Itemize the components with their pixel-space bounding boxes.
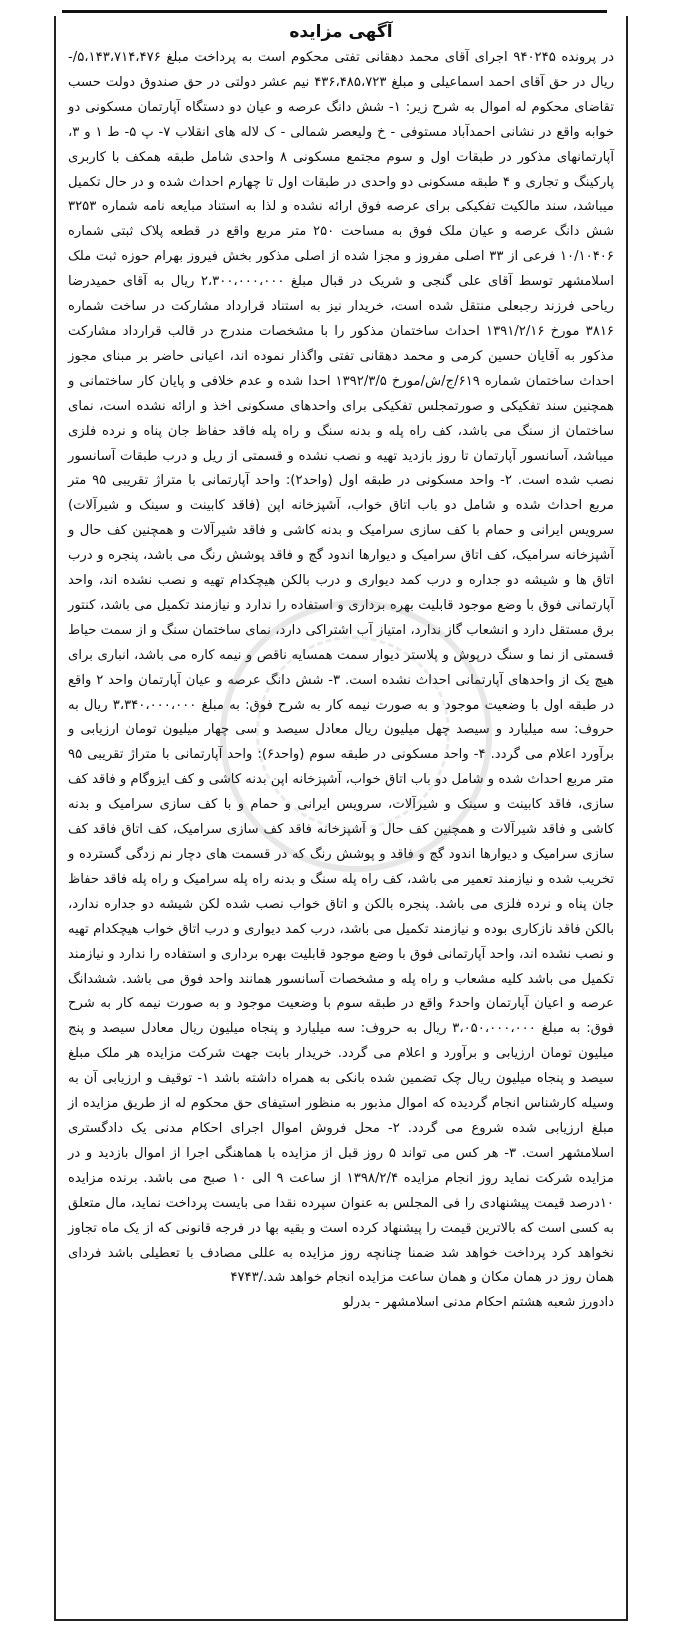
notice-body: در پرونده ۹۴۰۲۴۵ اجرای آقای محمد دهقانی تفتی محکوم است به پرداخت مبلغ ۵،۱۴۳،۷۱۴،۴۷۶/- ریال در حق آقای احمد اسماعیلی و مبلغ ۴۳۶،۴۸۵،۷۲۳ نیم عشر دولتی در حق صندوق دولت حسب تقاضای محکوم له اموال به شرح زیر: ۱- شش دانگ عرصه و عیان دو دستگاه آپارتمان مسکونی دو خوابه واقع در نشانی احمدآباد مستوفی - خ ولیعصر شمالی - ک لاله های انقلاب ۷- پ ۵- ط ۱ و ۳، آپارتمانهای مذکور در طبقات اول و سوم مجتمع مسکونی ۸ واحدی شامل طبقه همکف با کاربری پارکینگ و تجاری و ۴ طبقه مسکونی دو واحدی در طبقات اول تا چهارم احداث شده و در حال تکمیل میباشد، سند مالکیت تفکیکی برای عرصه فوق ارائه نشده و لذا به استناد مبایعه نامه شماره ۳۲۵۳ شش دانگ عرصه و عیان ملک فوق به مساحت ۲۵۰ متر مربع واقع در قطعه پلاک ثبتی شماره ۱۰/۱۰۴۰۶ فرعی از ۳۳ اصلی مفروز و مجزا شده از اصلی مذکور بخش فیروز بهرام حوزه ثبت ملک اسلامشهر توسط آقای علی گنجی و شریک در قبال مبلغ ۲،۳۰۰،۰۰۰،۰۰۰ ریال به آقای حمیدرضا ریاحی فرزند رجبعلی منتقل شده است، خریدار نیز به استناد قرارداد مشارکت در ساخت شماره ۳۸۱۶ مورخ ۱۳۹۱/۲/۱۶ احداث ساختمان مذکور را با مشخصات مندرج در قالب قرارداد مشارکت مذکور به آقایان حسین کرمی و محمد دهقانی تفتی واگذار نموده اند، اعیانی حاضر بر مبنای مجوز احداث ساختمان شماره ۶۱۹/ج/ش/مورخ ۱۳۹۲/۳/۵ احدا شده و عدم خلافی و پایان کار ساختمانی و همچنین سند تفکیکی و صورتمجلس تفکیکی برای واحدهای مسکونی اخذ و ارائه نشده است، نمای ساختمان از سنگ می باشد، کف راه پله و بدنه سنگ و راه پله فاقد حفاظ جان پناه و نرده فلزی میباشد، آسانسور آپارتمان تا روز بازدید تهیه و نصب نشده و قسمتی از ریل و درب طبقات آسانسور نصب شده است. ۲- واحد مسکونی در طبقه اول (واحد۲): واحد آپارتمانی با متراژ تقریبی ۹۵ متر مربع احداث شده و شامل دو باب اتاق خواب، آشپزخانه اپن (فاقد کابینت و سینک و شیرآلات) سرویس ایرانی و حمام با کف سازی سرامیک و بدنه کاشی و فاقد شیرآلات و همچنین کف حال و آشپزخانه سرامیک، کف اتاق سرامیک و دیوارها اندود گچ و فاقد پوشش رنگ می باشد، پنجره و درب اتاق ها و شیشه دو جداره و درب کمد دیواری و درب بالکن هیچکدام تهیه و نصب نشده اند، واحد آپارتمانی فوق با وضع موجود قابلیت بهره برداری و استفاده را ندارد و نیازمند تکمیل می باشد، کنتور برق مستقل دارد و انشعاب گاز ندارد، امتیاز آب اشتراکی دارد، نمای ساختمان سنگ و از سمت حیاط قسمتی از نما و سنگ درپوش و پلاستر دیوار سمت همسایه ناقص و نیمه کاره می باشد، انباری برای هیچ یک از واحدهای آپارتمانی احداث نشده است. ۳- شش دانگ عرصه و عیان آپارتمان واحد ۲ واقع در طبقه اول با وضعیت موجود و به صورت نیمه کار به شرح فوق: به مبلغ ۳،۳۴۰،۰۰۰،۰۰۰ ریال به حروف: سه میلیارد و سیصد چهل میلیون ریال معادل سیصد و سی چهار میلیون تومان ارزیابی و برآورد اعلام می گردد. ۴- واحد مسکونی در طبقه سوم (واحد۶): واحد آپارتمانی با متراژ تقریبی ۹۵ متر مربع احداث شده و شامل دو باب اتاق خواب، آشپزخانه اپن بدنه کاشی و کف ایزوگام و فاقد کف سازی، فاقد کابینت و سینک و شیرآلات، سرویس ایرانی و حمام و با کف سازی سرامیک و بدنه کاشی و فاقد شیرآلات و همچنین کف حال و آشپزخانه فاقد کف سازی سرامیک، کف اتاق فاقد کف سازی سرامیک و دیوارها اندود گچ و فاقد و پوشش رنگ که در قسمت های دچار نم زدگی گسترده و تخریب شده و نیازمند تعمیر می باشد، کف راه پله سنگ و بدنه راه پله سرامیک و راه پله فاقد حفاظ جان پناه و نرده فلزی می باشد. پنجره بالکن و اتاق خواب نصب شده لکن شیشه دو جداره ندارد، بالکن فاقد نازکاری بوده و نیازمند تکمیل می باشد، درب کمد دیواری و درب اتاق خواب هیچکدام تهیه و نصب نشده اند، واحد آپارتمانی فوق با وضع موجود قابلیت بهره برداری و استفاده را ندارد و نیازمند تکمیل می باشد کلیه مشعاب و راه پله و مشخصات آسانسور همانند واحد فوق می باشد. ششدانگ عرصه و اعیان آپارتمان واحد۶ واقع در طبقه سوم با وضعیت موجود و به صورت نیمه کار به شرح فوق: به مبلغ ۳،۰۵۰،۰۰۰،۰۰۰ ریال به حروف: سه میلیارد و پنجاه میلیون ریال معادل سیصد و پنج میلیون تومان ارزیابی و برآورد و اعلام می گردد. خریدار بابت جهت شرکت مزایده هر ملک مبلغ سیصد و پنجاه میلیون ریال چک تضمین شده بانکی به همراه داشته باشد ۱- توقیف و ارزیابی آن به وسیله کارشناس انجام گردیده که اموال مذبور به منظور استیفای حق محکوم له از طریق مزایده از مبلغ ارزیابی شده شروع می گردد. ۲- محل فروش اموال اجرای احکام مدنی یک دادگستری اسلامشهر است. ۳- هر کس می تواند ۵ روز قبل از مزایده با هماهنگی اجرا از اموال بازدید و در مزایده شرکت نماید روز انجام مزایده ۱۳۹۸/۲/۴ از ساعت ۹ الی ۱۰ صبح می باشد. برنده مزایده ۱۰درصد قیمت پیشنهادی را فی المجلس به عنوان سپرده نقدا می بایست پرداخت نماید، مال متعلق به کسی است که بالاترین قیمت را پیشنهاد کرده است و بقیه بها در فرجه قانونی که از یک ماه تجاوز نخواهد کرد پرداخت خواهد شد ضمنا چنانچه روز مزایده به عللی مصادف با تعطیلی باشد فردای همان روز در همان مکان و همان ساعت مزایده انجام خواهد شد./۴۷۴۳ bbox=[68, 50, 615, 1286]
notice-signature: دادورز شعبه هشتم احکام مدنی اسلامشهر - بدرلو bbox=[342, 1295, 614, 1311]
notice-title: آگهی مزایده bbox=[289, 22, 393, 42]
auction-notice bbox=[54, 16, 628, 1621]
top-rule bbox=[62, 10, 607, 13]
